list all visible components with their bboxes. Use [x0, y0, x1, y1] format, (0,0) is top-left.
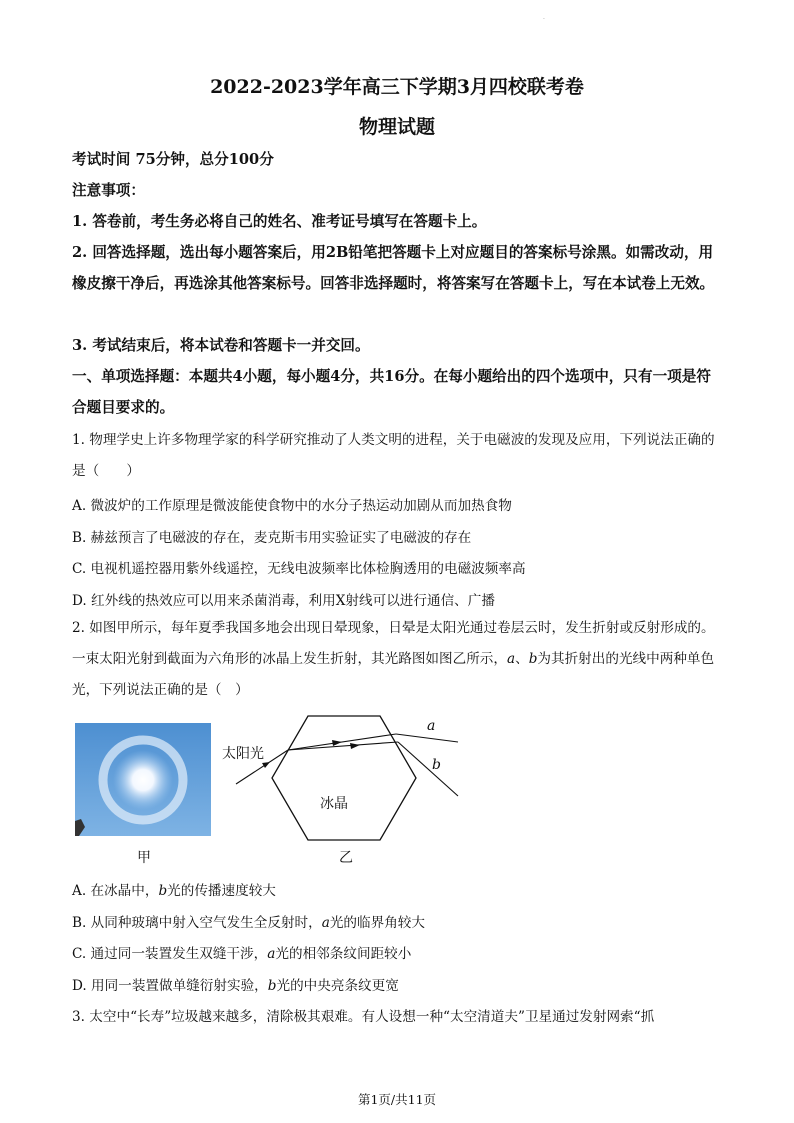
- q2-d-var: b: [267, 978, 277, 994]
- q2-b-pre: B. 从同种玻璃中射入空气发生全反射时，: [72, 915, 322, 931]
- note-item-2: 2. 回答选择题，选出每小题答案后，用2B铅笔把答题卡上对应题目的答案标号涂黑。如需改动，用橡皮擦干净后，再选涂其他答案标号。回答非选择题时，将答案写在答题卡上，写在本试卷上无效。: [72, 244, 715, 292]
- q2-option-b: [72, 911, 425, 931]
- q2-stem-part2: 为其折射出的光线中两种单色光，下列说法正确的是（ ）: [72, 651, 715, 698]
- refracted-ray-b: [288, 742, 398, 750]
- q1-option-a: A. 微波炉的工作原理是微波能使食物中的水分子热运动加剧从而加热食物: [72, 498, 512, 514]
- notes-heading: 注意事项：: [72, 182, 145, 199]
- label-sunlight: 太阳光: [222, 746, 264, 762]
- q2-option-c: [72, 942, 411, 962]
- page-footer: 第1页/共11页: [357, 1092, 437, 1107]
- arrow-head-b: [350, 743, 360, 749]
- question-2-stem: [72, 613, 722, 706]
- note-item-1: 1. 答卷前，考生务必将自己的姓名、准考证号填写在答题卡上。: [72, 213, 487, 230]
- q2-option-a: [72, 879, 276, 899]
- subject-title: 物理试题: [358, 116, 435, 138]
- question-3-stem: 3. 太空中“长寿”垃圾越来越多，清除极其艰难。有人设想一种“太空清道夫”卫星通过发射网索“抓: [72, 1009, 655, 1025]
- halo-photo: [75, 723, 211, 836]
- corner-mark: .: [543, 14, 545, 21]
- q2-a-pre: A. 在冰晶中，: [72, 883, 159, 899]
- q2-b-var: a: [321, 915, 330, 931]
- q2-d-post: 光的中央亮条纹更宽: [276, 978, 399, 994]
- q2-a-var: b: [158, 883, 168, 899]
- q2-c-post: 光的相邻条纹间距较小: [275, 946, 412, 962]
- var-b: b: [528, 651, 538, 667]
- q2-option-d: [72, 974, 399, 994]
- q1-option-b: B. 赫兹预言了电磁波的存在，麦克斯韦用实验证实了电磁波的存在: [72, 530, 472, 546]
- section-heading: 一、单项选择题：本题共4小题，每小题4分，共16分。在每小题给出的四个选项中，只有一项是符合题目要求的。: [72, 368, 711, 416]
- exit-ray-b: [398, 742, 458, 796]
- exam-info: 考试时间 75分钟，总分100分: [72, 151, 274, 168]
- q1-option-d: D. 红外线的热效应可以用来杀菌消毒，利用X射线可以进行通信、广播: [72, 593, 495, 609]
- q2-stem-part1: 2. 如图甲所示，每年夏季我国多地会出现日晕现象，日晕是太阳光通过卷层云时，发生折射或反射形成的。一束太阳光射到截面为六角形的冰晶上发生折射，其光路图如图乙所示，: [72, 620, 715, 667]
- question-1-stem: 1. 物理学史上许多物理学家的科学研究推动了人类文明的进程，关于电磁波的发现及应用，下列说法正确的是（ ）: [72, 432, 715, 479]
- label-ray-a: a: [427, 718, 436, 734]
- q2-b-post: 光的临界角较大: [329, 915, 425, 931]
- label-figure-yi: 乙: [339, 850, 353, 866]
- exit-ray-a: [396, 734, 458, 742]
- q2-stem-sep: 、: [515, 651, 529, 667]
- arrow-head-a: [332, 740, 342, 746]
- q2-c-pre: C. 通过同一装置发生双缝干涉，: [72, 946, 268, 962]
- label-figure-jia: 甲: [137, 850, 151, 866]
- note-item-3: 3. 考试结束后，将本试卷和答题卡一并交回。: [72, 337, 370, 354]
- q1-option-c: C. 电视机遥控器用紫外线遥控，无线电波频率比体检胸透用的电磁波频率高: [72, 561, 526, 577]
- q2-a-post: 光的传播速度较大: [167, 883, 276, 899]
- q2-c-var: a: [267, 946, 276, 962]
- sun: [113, 750, 173, 810]
- label-ray-b: b: [432, 757, 441, 773]
- exam-title: 2022-2023学年高三下学期3月四校联考卷: [210, 76, 584, 98]
- var-a: a: [507, 651, 516, 667]
- label-ice-crystal: 冰晶: [320, 796, 348, 812]
- q2-d-pre: D. 用同一装置做单缝衍射实验，: [72, 978, 268, 994]
